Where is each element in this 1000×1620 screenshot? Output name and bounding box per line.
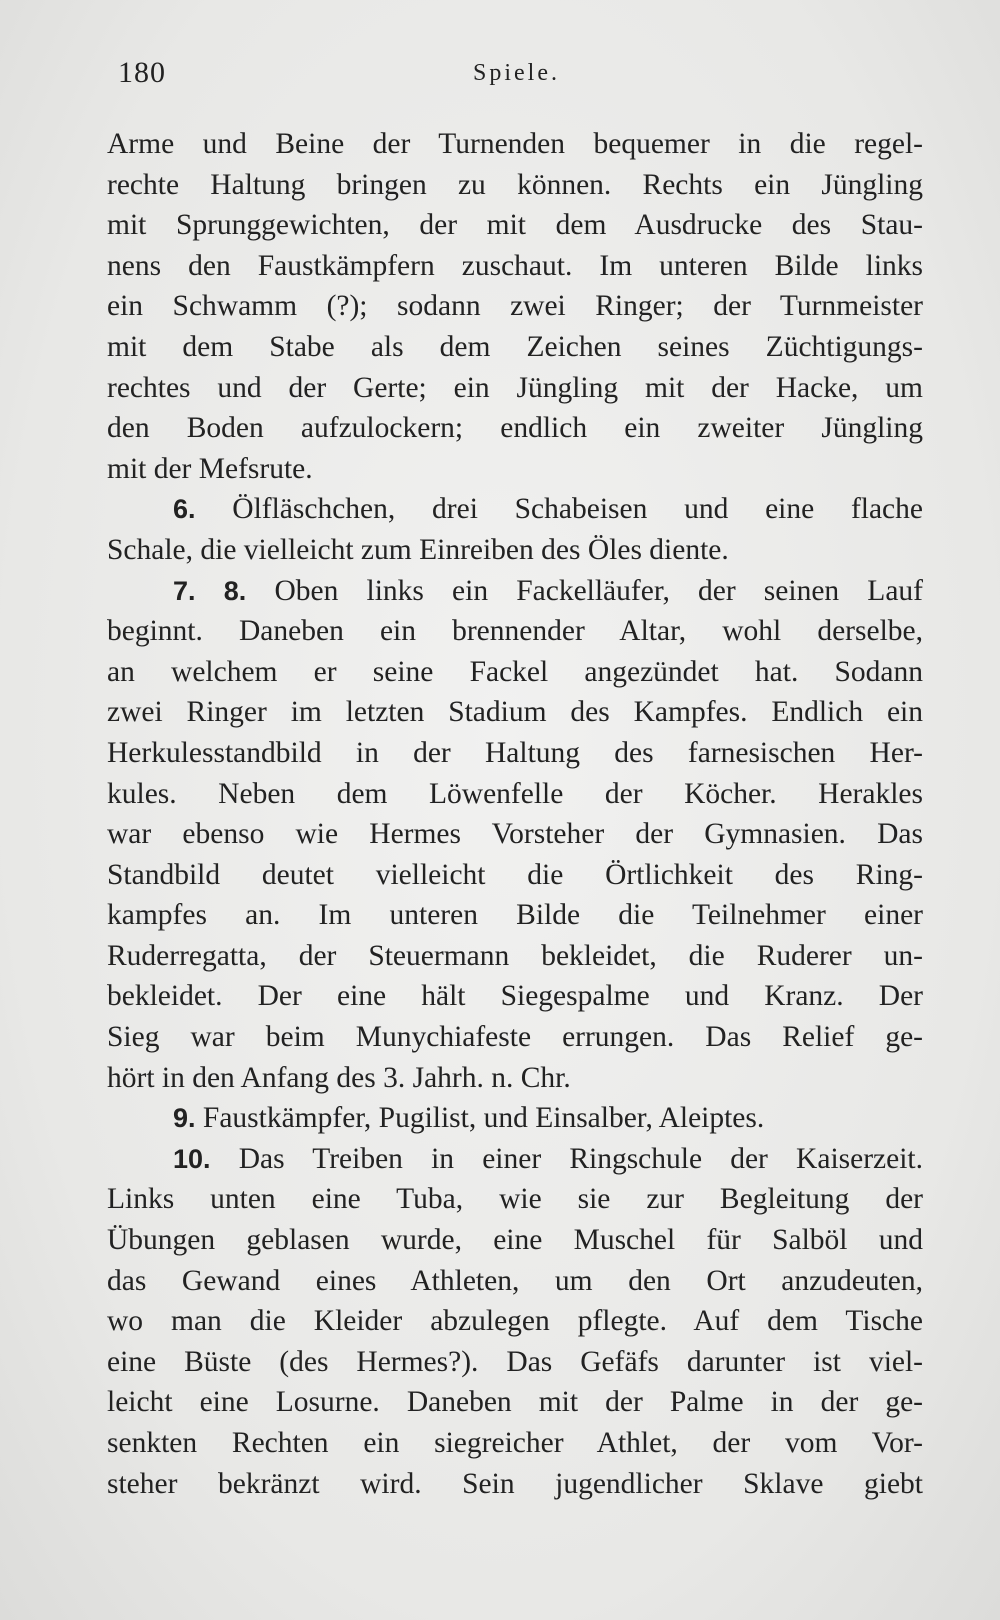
line-text: Standbild deutet vielleicht die Örtlichkeit des Ring- [107, 858, 923, 891]
text-line [107, 733, 923, 774]
running-head [118, 56, 918, 96]
line-text: mit Sprunggewichten, der mit dem Ausdrucke des Stau- [107, 209, 923, 242]
text-line [107, 692, 923, 733]
line-text: Das Treiben in einer Ringschule der Kaiserzeit. [238, 1142, 923, 1175]
text-line [107, 327, 923, 368]
text-line [107, 936, 923, 977]
text-line [107, 1464, 923, 1505]
text-line [107, 1139, 923, 1180]
body-text [107, 124, 923, 1504]
line-text: kampfes an. Im unteren Bilde die Teilnehmer einer [107, 899, 923, 932]
line-text: an welchem er seine Fackel angezündet hat. Sodann [107, 655, 923, 688]
line-text: Schale, die vielleicht zum Einreiben des Öles diente. [107, 533, 729, 566]
text-line [107, 449, 923, 490]
text-line [107, 895, 923, 936]
line-text: kules. Neben dem Löwenfelle der Köcher. Herakles [107, 777, 923, 810]
line-text: Oben links ein Fackelläufer, der seinen Lauf [274, 574, 923, 607]
text-line [107, 1220, 923, 1261]
text-line [107, 1382, 923, 1423]
text-line [107, 571, 923, 612]
running-title: Spiele. [473, 60, 560, 86]
text-line [107, 205, 923, 246]
text-line [107, 774, 923, 815]
text-line [107, 855, 923, 896]
text-line [107, 286, 923, 327]
text-line [107, 976, 923, 1017]
line-text: hört in den Anfang des 3. Jahrh. n. Chr. [107, 1061, 571, 1094]
line-text: zwei Ringer im letzten Stadium des Kampfes. Endlich ein [107, 696, 923, 729]
text-line [107, 814, 923, 855]
line-text: Übungen geblasen wurde, eine Muschel für Salböl und [107, 1224, 923, 1257]
line-text: Herkulesstandbild in der Haltung des farnesischen Her- [107, 736, 923, 769]
line-text: bekleidet. Der eine hält Siegespalme und Kranz. Der [107, 980, 923, 1013]
item-number: 6. [173, 494, 196, 525]
line-text: Sieg war beim Munychiafeste errungen. Das Relief ge- [107, 1021, 923, 1054]
line-text: war ebenso wie Hermes Vorsteher der Gymnasien. Das [107, 818, 923, 851]
line-text: mit der Mefsrute. [107, 452, 313, 485]
line-text: Ruderregatta, der Steuermann bekleidet, die Ruderer un- [107, 939, 923, 972]
line-text: senkten Rechten ein siegreicher Athlet, der vom Vor- [107, 1427, 923, 1459]
line-text: nens den Faustkämpfern zuschaut. Im unteren Bilde links [107, 249, 923, 282]
text-line [107, 165, 923, 206]
line-text: rechtes und der Gerte; ein Jüngling mit der Hacke, um [107, 371, 923, 404]
text-line [107, 246, 923, 287]
line-text: Ölfläschchen, drei Schabeisen und eine flache [232, 493, 923, 526]
text-line [107, 1261, 923, 1302]
text-line [107, 368, 923, 409]
text-line [107, 1179, 923, 1220]
line-text: wo man die Kleider abzulegen pflegte. Auf dem Tische [107, 1305, 923, 1338]
text-line [107, 1301, 923, 1342]
text-line [107, 489, 923, 530]
page-number: 180 [118, 56, 166, 89]
line-text: eine Büste (des Hermes?). Das Gefäfs darunter ist viel- [107, 1345, 923, 1378]
line-text: Faustkämpfer, Pugilist, und Einsalber, Aleiptes. [202, 1102, 765, 1135]
line-text: steher bekränzt wird. Sein jugendlicher Sklave giebt [107, 1467, 923, 1500]
text-line [107, 1058, 923, 1099]
text-line [107, 652, 923, 693]
line-text: Arme und Beine der Turnenden bequemer in die regel- [107, 128, 923, 160]
item-number: 7. 8. [173, 575, 247, 606]
text-line [107, 1098, 923, 1139]
line-text: ein Schwamm (?); sodann zwei Ringer; der Turnmeister [107, 290, 923, 323]
line-text: den Boden aufzulockern; endlich ein zweiter Jüngling [107, 412, 923, 445]
text-line [107, 530, 923, 571]
line-text: beginnt. Daneben ein brennender Altar, wohl derselbe, [107, 615, 923, 648]
text-line [107, 611, 923, 652]
item-number: 10. [173, 1143, 211, 1174]
item-number: 9. [173, 1103, 196, 1134]
text-line [107, 124, 923, 165]
line-text: mit dem Stabe als dem Zeichen seines Züchtigungs- [107, 330, 923, 363]
line-text: rechte Haltung bringen zu können. Rechts ein Jüngling [107, 168, 923, 201]
line-text: Links unten eine Tuba, wie sie zur Begleitung der [107, 1183, 923, 1216]
text-line [107, 408, 923, 449]
text-line [107, 1342, 923, 1383]
line-text: das Gewand eines Athleten, um den Ort anzudeuten, [107, 1264, 923, 1297]
line-text: leicht eine Losurne. Daneben mit der Palme in der ge- [107, 1386, 923, 1419]
text-line [107, 1423, 923, 1464]
text-line [107, 1017, 923, 1058]
